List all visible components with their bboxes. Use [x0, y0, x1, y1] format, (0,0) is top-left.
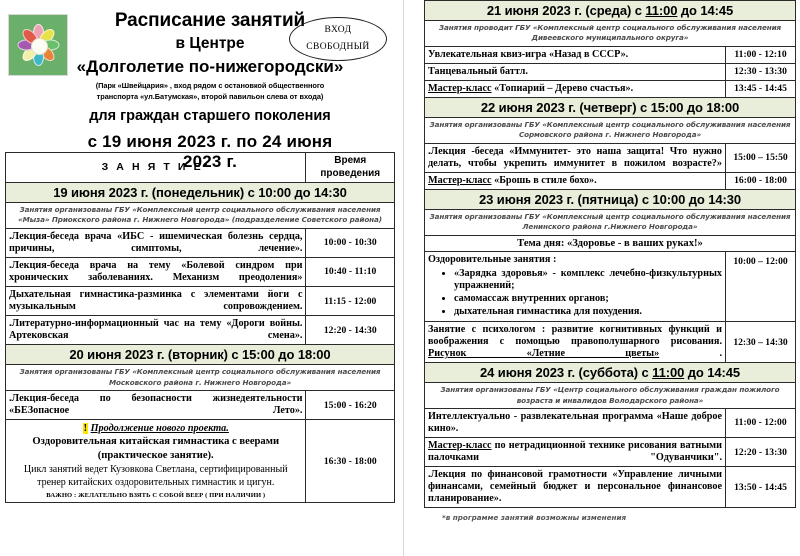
theme-text: Тема дня: «Здоровье - в ваших руках!»	[425, 235, 796, 251]
activity-cell	[425, 172, 726, 189]
header-time-line2: проведения	[320, 167, 381, 179]
table-row	[6, 287, 395, 316]
day-banner-22	[425, 97, 796, 117]
poster-center-name: «Долголетие по-нижегородски»	[76, 57, 344, 77]
day-organizer-19	[6, 203, 395, 229]
day-organizer-20	[6, 365, 395, 391]
activity-cell	[425, 438, 726, 467]
bullets-lead: Оздоровительные занятия :	[428, 253, 557, 265]
time-cell: 11:15 - 12:00	[306, 287, 395, 316]
time-cell: 12:30 – 14:30	[726, 321, 796, 362]
project-flag: Продолжение нового проекта.	[90, 423, 229, 435]
time-cell: 11:00 - 12:00	[726, 408, 796, 437]
activity-cell-project	[6, 420, 306, 503]
header-time-line1: Время	[334, 155, 367, 166]
table-row	[425, 438, 796, 467]
table-row	[425, 143, 796, 172]
time-cell: 12:30 - 13:30	[726, 63, 796, 80]
table-row-project	[6, 420, 395, 503]
activity-cell: Увлекательная квиз-игра «Назад в СССР».	[425, 46, 726, 63]
day-banner-text: 19 июня 2023 г. (понедельник) с 10:00 до 14:30	[6, 183, 395, 203]
activity-text: «Топиарий – Дерево счастья».	[491, 82, 634, 94]
time-cell: 12:20 - 13:30	[726, 438, 796, 467]
time-cell: 16:00 - 18:00	[726, 172, 796, 189]
activity-cell: Танцевальный баттл.	[425, 63, 726, 80]
left-table-wrap	[0, 152, 403, 503]
flower-graphic	[15, 22, 61, 68]
time-cell: 10:00 - 10:30	[306, 228, 395, 257]
activity-cell: Дыхательная гимнастика-разминка с элементами йоги с музыкальным сопровождением.	[6, 287, 306, 316]
badge-line-2: СВОБОДНЫЙ	[306, 42, 370, 52]
right-table-wrap	[404, 0, 800, 522]
day-banner-24	[425, 363, 796, 383]
banner-pre: 24 июня 2023 г. (суббота) с	[480, 365, 653, 381]
project-flag-line	[9, 422, 302, 435]
activity-text: «Брошь в стиле бохо».	[491, 174, 597, 186]
time-cell: 13:45 - 14:45	[726, 80, 796, 97]
day-organizer-23	[425, 209, 796, 235]
time-cell: 16:30 - 18:00	[306, 420, 395, 503]
organizer-text: Занятия организованы ГБУ «Комплексный центр социального обслуживания населения Ленинского района г.Нижнего Новгорода»	[425, 209, 796, 235]
footnote: *в программе занятий возможны изменения	[442, 513, 627, 523]
activity-cell: .Лекция -беседа «Иммунитет- это наша защита! Что нужно делать, чтобы укрепить иммунитет в пожилом возрасте?»	[425, 143, 726, 172]
activity-cell: .Лекция по финансовой грамотности «Управление личными финансами, семейный бюджет и персональное финансовое планирование».	[425, 467, 726, 508]
bullet-item: • «Зарядка здоровья» - комплекс лечебно-физкультурных упражнений;	[454, 268, 722, 292]
poster-title: Расписание занятий	[114, 10, 306, 31]
day-banner-text	[425, 1, 796, 21]
day-organizer-24	[425, 383, 796, 409]
table-row	[6, 316, 395, 345]
activity-cell: Интеллектуально - развлекательная программа «Наше доброе кино».	[425, 408, 726, 437]
organizer-text: Занятия организованы ГБУ «Комплексный центр социального обслуживания населения Московского района г. Нижнего Новгорода»	[6, 365, 395, 391]
activity-cell	[425, 80, 726, 97]
right-column	[404, 0, 800, 556]
organizer-text: Занятия организованы ГБУ «Комплексный центр социального обслуживания населения Сормовского района г. Нижнего Новгорода»	[425, 117, 796, 143]
table-row	[425, 321, 796, 362]
activity-cell: .Литературно-информационный час на тему «Дороги войны. Артековская смена».	[6, 316, 306, 345]
day-banner-20	[6, 345, 395, 365]
activity-underlined: Рисунок «Летние цветы»	[428, 348, 660, 360]
day-theme-23	[425, 235, 796, 251]
table-row	[425, 408, 796, 437]
schedule-table-left	[5, 152, 395, 503]
table-row-bullets	[425, 251, 796, 321]
day-banner-text	[425, 363, 796, 383]
table-row	[425, 80, 796, 97]
day-banner-21	[425, 1, 796, 21]
banner-pre: 21 июня 2023 г. (среда) с	[486, 3, 646, 18]
organizer-text: Занятия организованы ГБУ «Центр социального обслуживания граждан пожилого возраста и инвалидов Володарского района»	[425, 383, 796, 409]
organizer-text: Занятия проводит ГБУ «Комплексный центр социального обслуживания населения Дивеевского муниципального округа»	[425, 21, 796, 47]
exclamation-mark: !	[83, 423, 88, 435]
poster-date-range: с 19 июня 2023 г. по 24 июня 2023 г.	[87, 131, 333, 171]
time-cell: 15:00 – 15:50	[726, 143, 796, 172]
day-banner-text: 23 июня 2023 г. (пятница) с 10:00 до 14:30	[425, 189, 796, 209]
table-row	[425, 63, 796, 80]
activity-lead-underlined: Мастер-класс	[428, 440, 492, 451]
table-row	[6, 228, 395, 257]
banner-post: до 14:45	[684, 365, 740, 381]
day-banner-19	[6, 183, 395, 203]
banner-underlined-time: 11:00	[652, 365, 685, 381]
table-row	[425, 46, 796, 63]
time-cell: 12:20 - 14:30	[306, 316, 395, 345]
badge-line-1: ВХОД	[324, 25, 352, 36]
project-sub-1: Цикл занятий ведет Кузовкова Светлана, сертифицированный	[23, 463, 288, 475]
activity-cell	[425, 321, 726, 362]
time-cell: 11:00 - 12:10	[726, 46, 796, 63]
bullet-item: • дыхательная гимнастика для похудения.	[454, 306, 722, 318]
activity-cell: .Лекция-беседа врача «ИБС - ишемическая болезнь сердца, причины, симптомы, лечение».	[6, 228, 306, 257]
time-cell: 10:00 – 12:00	[726, 251, 796, 321]
header-activity: З А Н Я Т И Е*	[6, 153, 306, 183]
activity-lead-underlined: Мастер-класс	[428, 174, 492, 186]
free-entry-badge	[289, 17, 387, 61]
activity-text: по нетрадиционной технике рисования ватными палочками "Одуванчики".	[428, 440, 722, 464]
activity-cell: .Лекция-беседа по безопасности жизнедеятельности «БЕЗопасное Лето».	[6, 391, 306, 420]
flower-core	[31, 38, 48, 55]
organizer-text: Занятия организованы ГБУ «Комплексный центр социального обслуживания населения «Мыза» Приокского района г. Нижнего Новгорода» (подразделение Советского района)	[6, 203, 395, 229]
flower-logo	[8, 14, 68, 76]
poster-subtitle: в Центре	[175, 34, 245, 52]
project-note: ВАЖНО : ЖЕЛАТЕЛЬНО ВЗЯТЬ С СОБОЙ ВЕЕР ( ПРИ НАЛИЧИИ )	[46, 491, 266, 499]
table-row	[425, 172, 796, 189]
banner-post: до 14:45	[677, 3, 734, 18]
day-organizer-22	[425, 117, 796, 143]
activity-cell: .Лекция-беседа врача на тему «Болевой синдром при хронических заболеваниях. Механизм преодоления»	[6, 257, 306, 286]
time-cell: 10:40 - 11:10	[306, 257, 395, 286]
banner-underlined-time: 11:00	[645, 3, 678, 18]
day-organizer-21	[425, 21, 796, 47]
project-main-1: Оздоровительная китайская гимнастика с веерами	[32, 436, 280, 448]
activity-cell-bullets	[425, 251, 726, 321]
activity-lead-underlined: Мастер-класс	[428, 82, 492, 94]
schedule-table-right	[424, 0, 796, 508]
poster-address: (Парк «Швейцария» , вход рядом с остановкой общественного транспорта «ул.Батумская», второй павильон слева от входа)	[95, 81, 325, 101]
project-main-2: (практическое занятие).	[97, 450, 214, 462]
day-banner-text: 22 июня 2023 г. (четверг) с 15:00 до 18:00	[425, 97, 796, 117]
table-row	[6, 257, 395, 286]
project-sub-2: тренер китайских оздоровительных гимнастик и цигун.	[37, 476, 275, 488]
bullet-item: • самомассаж внутренних органов;	[454, 293, 722, 305]
activity-tail: .	[659, 348, 722, 360]
time-cell: 15:00 - 16:20	[306, 391, 395, 420]
time-cell: 13:50 - 14:45	[726, 467, 796, 508]
table-row	[6, 391, 395, 420]
table-row	[425, 467, 796, 508]
day-banner-text: 20 июня 2023 г. (вторник) с 15:00 до 18:00	[6, 345, 395, 365]
poster-audience: для граждан старшего поколения	[89, 107, 331, 124]
day-banner-23	[425, 189, 796, 209]
bullet-list	[428, 268, 722, 318]
activity-text: Занятие с психологом : развитие когнитивных функций и воображения с помощью правополушарного рисования.	[428, 323, 722, 347]
